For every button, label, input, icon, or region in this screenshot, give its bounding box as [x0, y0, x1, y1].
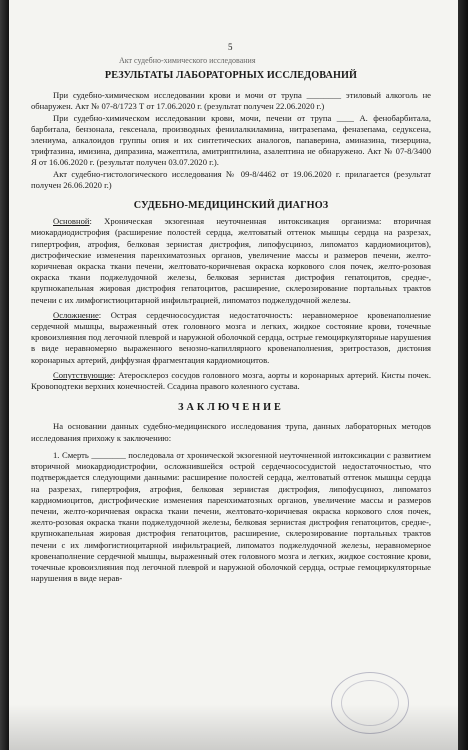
document-body — [31, 44, 431, 584]
conclusion-item-1: 1. Смерть ________ последовала от хронической экзогенной неуточненной интоксикации с развитием вторичной миокардиодистрофии, осложнившейся острой сердечнососудистой недостаточностью, что подтверждается следующими данными: расширение полостей сердца, желтоватый оттенок мышцы сердца на разрезах, гипертрофия, атрофия, белковая зернистая дистрофия, липофусциноз, липоматоз кардиомиоцитов, дистрофические изменения паренхиматозных органов, увеличение массы и размеров печени, желто-коричневая окраска ткани печени, желтовато-коричневая окраска коркового слоя почек, желто-розовая окраска ткани поджелудочной железы, белковая зернистая дистрофия гепатоцитов, средне-, крупнокапельная жировая дистрофия гепатоцитов, расширение, склерозирование портальных трактов печени с их лимфогистиоцитарной инфильтрацией, липоматоз поджелудочной железы, неравномерное кровенаполнение сердечной мышцы, выраженный отек головного мозга и легких, жидкое состояние крови, точечные кровоизлияния под легочной плеврой и наружной оболочкой сердца, острые гемоциркуляторные нарушения в виде нерав- — [31, 449, 431, 584]
lab-paragraph-histology: Акт судебно-гистологического исследования № 09-8/4462 от 19.06.2020 г. прилагается (результат получен 26.06.2020 г.) — [31, 168, 431, 190]
lab-paragraph-alcohol: При судебно-химическом исследовании крови и мочи от трупа ________ этиловый алкоголь не обнаружен. Акт № 07-8/1723 Т от 17.06.2020 г. (результат получен 22.06.2020 г.) — [31, 90, 431, 112]
diagnosis-main — [31, 216, 431, 306]
lab-results-heading: РЕЗУЛЬТАТЫ ЛАБОРАТОРНЫХ ИССЛЕДОВАНИЙ — [104, 70, 358, 81]
lab-paragraph-drugs: При судебно-химическом исследовании крови, мочи, печени от трупа ____ А. фенобарбитала, барбитала, бензонала, гексенала, производных фенилалкиламина, нитразепама, феназепама, седуксена, элениума, алкалоидов группы опия и их синтетических аналогов, папаверина, аминазина, тизерцина, трифтазина, имизина, дипразина, мажептила, амитриптилина, азалептина не обнаружено. Акт № 07-8/3400 Я от 16.06.2020 г. (результат получен 03.07.2020 г.). — [31, 112, 431, 168]
conclusion-intro: На основании данных судебно-медицинского исследования трупа, данных лабораторных методов исследования прихожу к заключению: — [31, 421, 431, 443]
photo-bottom-shadow — [9, 704, 458, 750]
diagnosis-complication-label: Осложнение — [53, 309, 99, 320]
diagnosis-main-text: : Хроническая экзогенная неуточненная интоксикация организма: вторичная миокардиодистрофия (расширение полостей сердца, желтоватый оттенок мышцы сердца на разрезах, гипертрофия, атрофия, белковая зернистая дистрофия, липофусциноз, липоматоз кардиомиоцитов), дистрофические изменения паренхиматозных органов, увеличение массы и размеров печени, желто-коричневая окраска ткани печени, желтовато-коричневая окраска коркового слоя почек, желто-розовая окраска ткани поджелудочной железы, белковая зернистая дистрофия гепатоцитов, средне-, крупнокапельная жировая дистрофия гепатоцитов, расширение, склерозирование портальных трактов печени с их лимфогистиоцитарной инфильтрацией, липоматоз поджелудочной железы. — [31, 216, 431, 305]
top-line-faint: Акт судебно-химического исследования — [119, 56, 256, 65]
diagnosis-heading: СУДЕБНО-МЕДИЦИНСКИЙ ДИАГНОЗ — [133, 200, 329, 212]
conclusion-heading: ЗАКЛЮЧЕНИЕ — [178, 402, 284, 414]
diagnosis-complication — [31, 310, 431, 366]
photo-left-edge — [0, 0, 9, 750]
page-number: 5 — [228, 42, 233, 52]
photo-right-edge — [458, 0, 468, 750]
diagnosis-concomitant-label: Сопутствующие — [53, 369, 113, 380]
document-page — [9, 0, 458, 750]
diagnosis-main-label: Основной — [53, 216, 90, 227]
diagnosis-concomitant-text: : Атеросклероз сосудов головного мозга, аорты и коронарных артерий. Кисты почек. Кровоподтеки верхних конечностей. Ссадина правого коленного сустава. — [31, 369, 431, 392]
diagnosis-concomitant — [31, 370, 431, 392]
diagnosis-complication-text: : Острая сердечнососудистая недостаточность: неравномерное кровенаполнение сердечной мышцы, выраженный отек головного мозга и легких, жидкое состояние крови, точечные кровоизлияния под легочной плеврой и наружной оболочкой сердца, острые гемоциркуляторные нарушения в виде неравномерно выраженного венозно-капиллярного кровенаполнения, эритростазов, дистония коронарных артерий, диффузная фрагментация кардиомиоцитов. — [31, 309, 431, 365]
